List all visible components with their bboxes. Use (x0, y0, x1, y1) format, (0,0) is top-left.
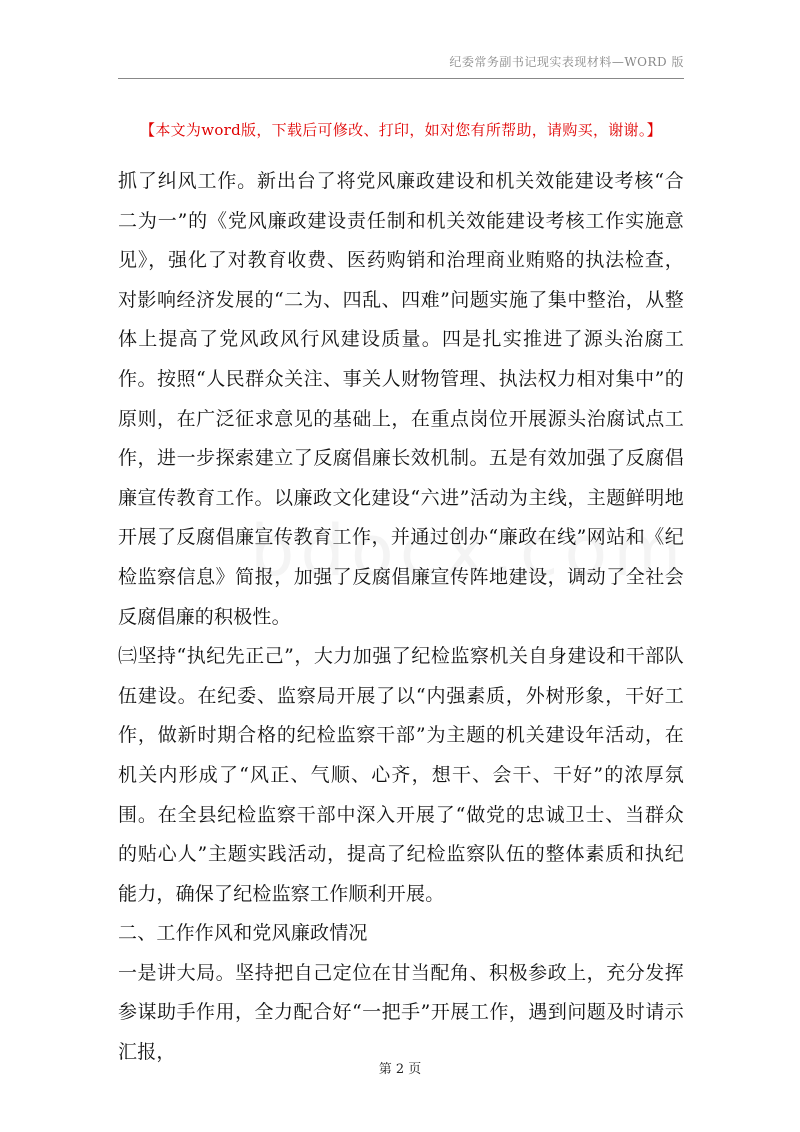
document-body (118, 162, 684, 1073)
download-notice: 【本文为word版，下载后可修改、打印，如对您有所帮助，请购买，谢谢。】 (140, 121, 662, 139)
body-paragraph-3: 一是讲大局。坚持把自己定位在甘当配角、积极参政上，充分发挥参谋助手作用，全力配合好“一把手”开展工作，遇到问题及时请示汇报， (118, 961, 684, 1064)
page-header-title: 纪委常务副书记现实表现材料—WORD 版 (449, 55, 684, 69)
body-paragraph-2: ㈢坚持“执纪先正己”，大力加强了纪检监察机关自身建设和干部队伍建设。在纪委、监察局开展了以“内强素质，外树形象，干好工作，做新时期合格的纪检监察干部”为主题的机关建设年活动，在机关内形成了“风正、气顺、心齐，想干、会干、干好”的浓厚氛围。在全县纪检监察干部中深入开展了“做党的忠诚卫士、当群众的贴心人”主题实践活动，提高了纪检监察队伍的整体素质和执纪能力，确保了纪检监察工作顺利开展。 (118, 645, 684, 905)
section-heading: 二、工作作风和党风廉政情况 (118, 922, 368, 945)
page-number: 第 2 页 (378, 1062, 422, 1077)
header-divider (118, 78, 684, 79)
body-paragraph-1: 抓了纠风工作。新出台了将党风廉政建设和机关效能建设考核“合二为一”的《党风廉政建设责任制和机关效能建设考核工作实施意见》，强化了对教育收费、医药购销和治理商业贿赂的执法检查，对影响经济发展的“二为、四乱、四难”问题实施了集中整治，从整体上提高了党风政风行风建设质量。四是扎实推进了源头治腐工作。按照“人民群众关注、事关人财物管理、执法权力相对集中”的原则，在广泛征求意见的基础上，在重点岗位开展源头治腐试点工作，进一步探索建立了反腐倡廉长效机制。五是有效加强了反腐倡廉宣传教育工作。以廉政文化建设“六进”活动为主线，主题鲜明地开展了反腐倡廉宣传教育工作，并通过创办“廉政在线”网站和《纪检监察信息》简报，加强了反腐倡廉宣传阵地建设，调动了全社会反腐倡廉的积极性。 (118, 170, 684, 628)
